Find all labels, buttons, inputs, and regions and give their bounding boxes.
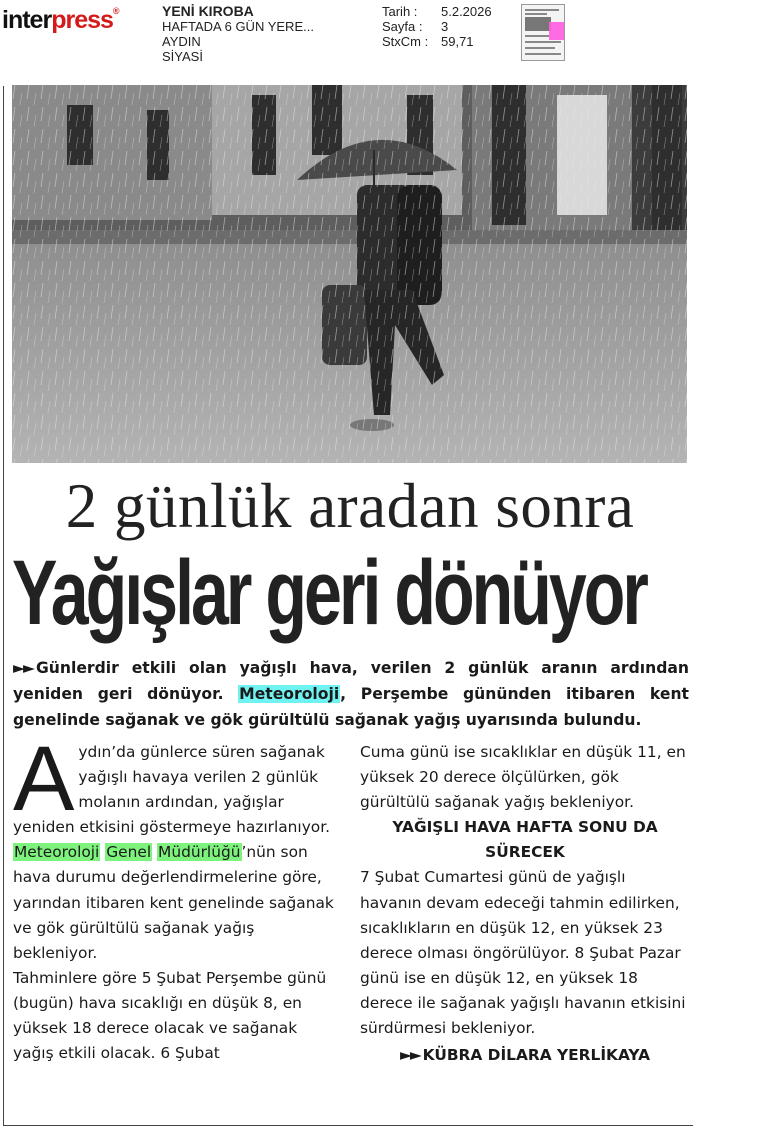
article-headline: Yağışlar geri dönüyor — [12, 542, 646, 644]
body-paragraph: 7 Şubat Cumartesi günü de yağışlı havanın devam edeceği tahmin edilirken, sıcaklıkların en düşük 12, en yüksek 23 derece olması öngörülüyor. 8 Şubat Pazar günü ise en düşük 12, en yüksek 18 derece ile sağanak yağışlı havanın etkisini sürdürmesi bekleniyor. — [360, 868, 686, 1038]
highlighted-term: Meteoroloji — [239, 685, 340, 703]
section-subhead: YAĞIŞLI HAVA HAFTA SONU DA SÜRECEK — [392, 818, 658, 862]
body-column-left — [13, 728, 341, 1066]
meta-labels — [382, 4, 428, 49]
thumbnail-photo — [525, 17, 551, 31]
logo-accent-text: press — [51, 6, 113, 34]
date-value: 5.2.2026 — [441, 4, 492, 19]
thumbnail-line — [525, 41, 561, 43]
thumbnail-line — [525, 53, 561, 55]
body-paragraph: Cuma günü ise sıcaklıklar en düşük 11, en yüksek 20 derece ölçülürken, gök gürültülü sağanak yağış bekleniyor. — [360, 743, 686, 812]
thumbnail-line — [525, 35, 549, 37]
article-kicker: 2 günlük aradan sonra — [65, 471, 635, 541]
meta-values — [441, 4, 492, 49]
thumbnail-line — [525, 13, 547, 15]
area-label: StxCm : — [382, 34, 429, 49]
lede-text: , Perşembe gününden itibaren kent genelinde sağanak ve gök gürültülü sağanak yağış uyarısında bulundu. — [13, 685, 690, 729]
byline-arrow-icon: ►► — [399, 1046, 420, 1065]
thumbnail-line — [525, 9, 559, 11]
lede-text: Günlerdir etkili olan yağışlı hava, verilen 2 günlük aranın ardından yeniden geri dönüyor. — [13, 659, 689, 703]
publication-info — [162, 4, 314, 64]
article-frame-left — [3, 86, 4, 1126]
body-column-right — [360, 740, 690, 1068]
drop-cap: A — [13, 728, 75, 830]
highlighted-term: Müdürlüğü — [158, 843, 241, 862]
body-paragraph: ’nün son hava durumu değerlendirmelerine göre, yarından itibaren kent genelinde sağanak ve gök gürültülü sağanak yağış bekleniyor. — [13, 843, 334, 962]
area-value: 59,71 — [441, 34, 474, 49]
author-byline — [360, 1043, 690, 1068]
article-lede — [13, 655, 689, 733]
body-paragraph: Tahminlere göre 5 Şubat Perşembe günü (bugün) hava sıcaklığı en düşük 8, en yüksek 18 derece olacak ve sağanak yağış etkili olacak. 6 Şubat — [13, 968, 327, 1063]
page-value: 3 — [441, 19, 449, 34]
rain-overlay — [12, 85, 687, 463]
rain-photo-illustration — [12, 85, 687, 463]
lede-arrow-icon: ►► — [13, 659, 33, 677]
article-frame-bottom — [3, 1125, 693, 1126]
author-name: KÜBRA DİLARA YERLİKAYA — [422, 1046, 651, 1065]
publication-city: AYDIN — [162, 34, 201, 49]
logo-text: inter — [2, 6, 52, 34]
highlighted-term: Genel — [106, 843, 152, 862]
interpress-logo — [2, 6, 119, 35]
publication-name: YENİ KIROBA — [162, 3, 254, 19]
thumbnail-article-marker — [549, 22, 565, 40]
date-label: Tarih : — [382, 4, 418, 19]
registered-mark: ® — [112, 6, 119, 16]
publication-category: SİYASİ — [162, 49, 203, 64]
highlighted-term: Meteoroloji — [14, 843, 100, 862]
thumbnail-line — [525, 47, 555, 49]
page-label: Sayfa : — [382, 19, 423, 34]
page-thumbnail[interactable] — [521, 4, 565, 61]
publication-frequency: HAFTADA 6 GÜN YERE... — [162, 19, 314, 34]
rain-photo — [12, 85, 687, 463]
body-paragraph: ydın’da günlerce süren sağanak yağışlı havaya verilen 2 günlük molanın ardından, yağışlar yeniden etkisini göstermeye hazırlanıyor. — [13, 743, 331, 837]
